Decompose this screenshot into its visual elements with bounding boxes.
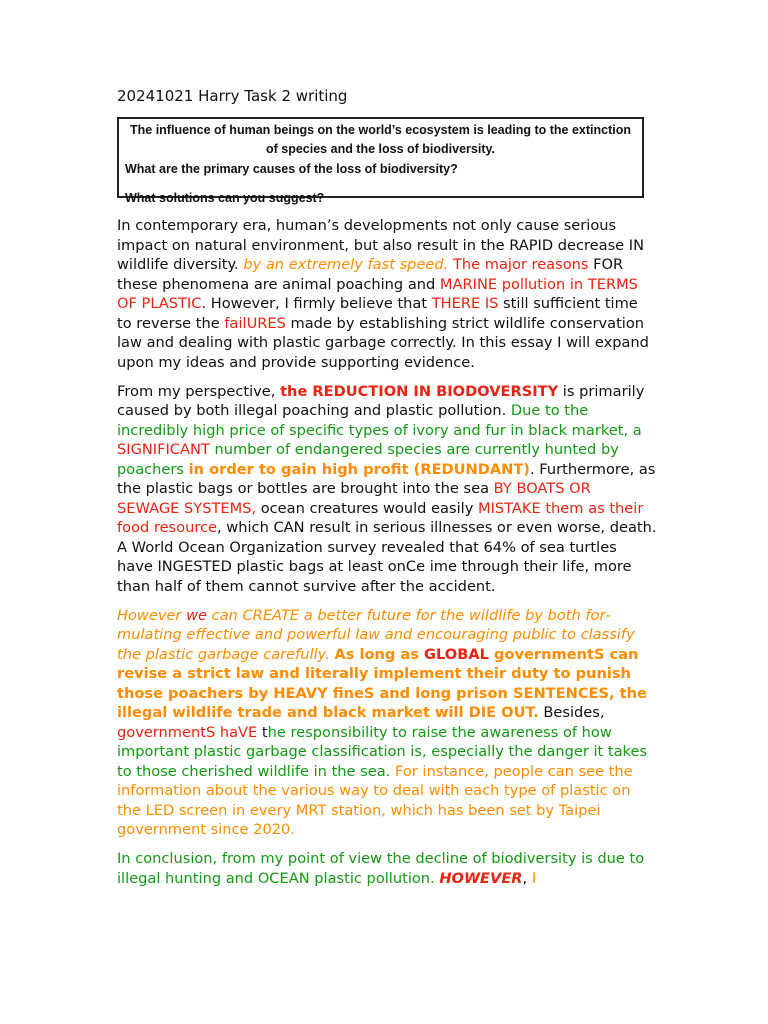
- text-segment: . However, I firmly believe that: [201, 295, 432, 312]
- text-segment: we: [186, 606, 207, 624]
- text-segment: MARINE pollution in TERMS OF PLASTIC: [117, 275, 638, 312]
- task-prompt-box: [117, 117, 644, 205]
- text-segment: number of endangered species are currently hunted by poachers: [117, 441, 619, 478]
- text-segment: , which CAN result in serious illnesses or even worse, death. A World Ocean Organization survey revealed that 64% of sea turtles have INGESTED plastic bags at least onCe ime through their life, more than half of them cannot survive after the accident.: [117, 519, 657, 595]
- text-segment: is primarily caused by both illegal poaching and plastic pollution.: [117, 382, 645, 419]
- text-segment: HOWEVER: [439, 869, 523, 887]
- text-segment: the REDUCTION IN BIODOVERSITY: [280, 382, 559, 400]
- text-segment: ,: [522, 869, 532, 887]
- document-title: 20241021 Harry Task 2 writing: [117, 87, 348, 105]
- essay-paragraph-introduction: [117, 216, 657, 372]
- text-segment: FOR these phenomena are animal poaching and: [117, 256, 624, 293]
- text-segment: can CREATE a better future for the wildlife by both formulating effective and powerful law and encouraging public to classify the plastic garbage carefully.: [117, 606, 635, 663]
- text-segment: For instance, people can see the information about the various way to deal with each type of plastic on the LED screen in every MRT station, which has been set by Taipei government since 2020.: [117, 762, 633, 838]
- text-segment: by an extremely fast speed.: [243, 256, 449, 273]
- text-segment: I: [531, 869, 537, 887]
- text-segment: In conclusion, from my point of view the decline of biodiversity is due to illegal hunting and OCEAN plastic pollution.: [117, 850, 645, 887]
- essay-paragraph-solutions: [117, 606, 657, 840]
- text-segment: SIGNIFICANT: [117, 441, 210, 458]
- essay-body: [117, 216, 657, 898]
- text-segment: failURES: [224, 314, 286, 332]
- text-segment: Besides,: [538, 704, 605, 721]
- text-segment: t: [257, 723, 268, 741]
- text-segment: As long as: [334, 645, 425, 663]
- text-segment: governmentS can revise a strict law and literally implement their duty to punish those poachers by HEAVY fineS and long prison SENTENCES, the illegal wildlife trade and black market will DIE OUT.: [117, 645, 647, 721]
- text-segment: From my perspective,: [117, 382, 281, 400]
- text-segment: GLOBAL: [424, 645, 489, 663]
- essay-paragraph-conclusion: [117, 849, 657, 888]
- text-segment: governmentS haVE: [117, 723, 258, 741]
- prompt-line-2: of species and the loss of biodiversity.: [266, 142, 495, 156]
- prompt-line-1: The influence of human beings on the world’s ecosystem is leading to the extinction: [130, 123, 631, 137]
- text-segment: still sufficient time to reverse the: [117, 295, 638, 332]
- essay-paragraph-causes: [117, 382, 657, 597]
- text-segment: in order to gain high profit (REDUNDANT): [188, 460, 530, 478]
- text-segment: The major reasons: [452, 256, 589, 273]
- text-segment: ocean creatures would easily: [256, 499, 478, 517]
- text-segment: THERE IS: [431, 295, 499, 312]
- prompt-question-1: What are the primary causes of the loss of biodiversity?: [125, 162, 458, 176]
- text-segment: made by establishing strict wildlife conservation law and dealing with plastic garbage correctly. In this essay I will expand upon my ideas and provide supporting evidence.: [117, 314, 649, 371]
- text-segment: BY BOATS OR SEWAGE SYSTEMS,: [117, 480, 591, 517]
- text-segment: he responsibility to raise the awareness of how important plastic garbage classification is, especially the danger it takes to those cherished wildlife in the sea.: [117, 723, 648, 780]
- text-segment: Due to the incredibly high price of specific types of ivory and fur in black market, a: [117, 402, 642, 439]
- prompt-question-2: What solutions can you suggest?: [125, 191, 325, 205]
- text-segment: . Furthermore, as the plastic bags or bottles are brought into the sea: [117, 460, 656, 497]
- text-segment: However: [117, 606, 187, 624]
- text-segment: In contemporary era, human’s developments not only cause serious impact on natural environment, but also result in the RAPID decrease IN wildlife diversity.: [117, 217, 645, 273]
- text-segment: MISTAKE them as their food resource: [117, 499, 644, 536]
